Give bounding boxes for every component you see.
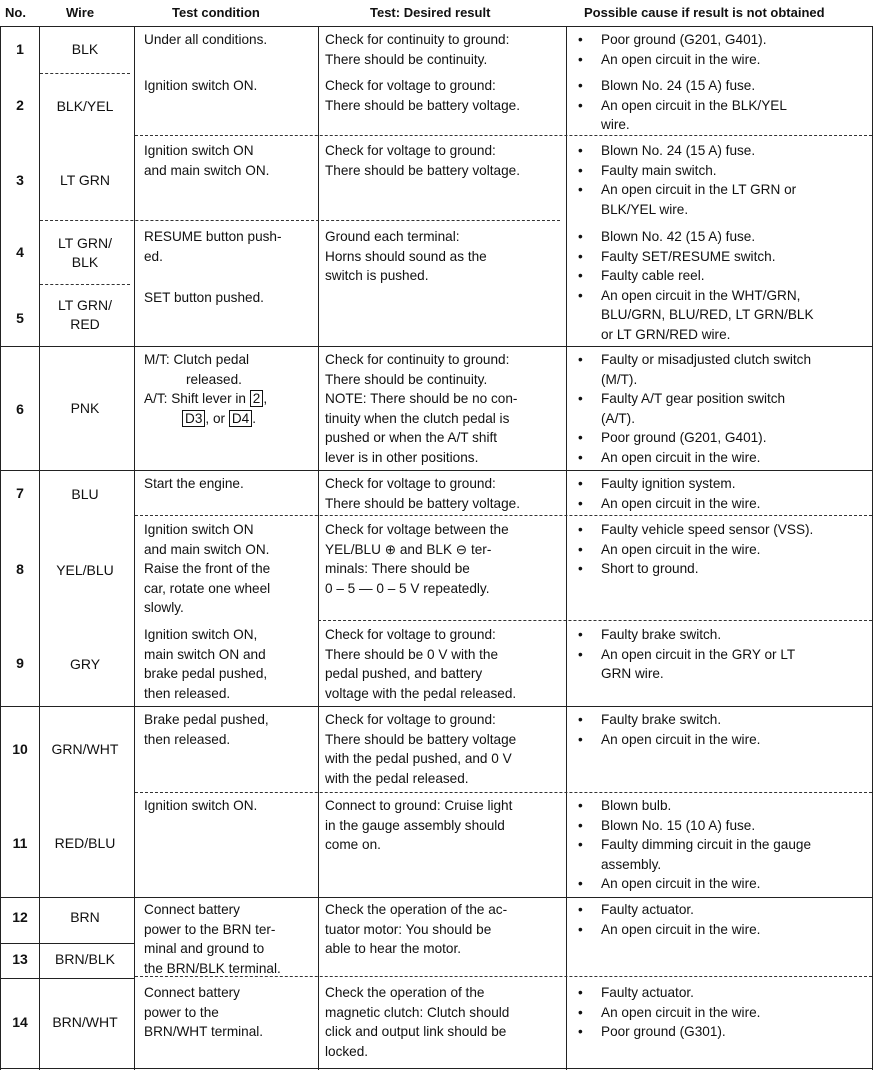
row-number: 7 [16,485,24,501]
row-number: 2 [16,97,24,113]
wire-color: GRY [69,656,101,672]
test-condition: Connect battery power to the BRN/WHT terminal. [144,985,264,1040]
wire-color: BLK/YEL [56,98,114,114]
desired-result: Check the operation of the ac- tuator motor: You should be able to hear the motor. [325,902,508,957]
wire-color: BRN [70,909,100,925]
desired-result: Check for voltage to ground: There should be battery voltage. [325,476,520,511]
possible-causes: • Blown bulb. • Blown No. 15 (10 A) fuse. • Faulty dimming circuit in the gauge assembly. • An open circuit in the wire. [578,798,812,892]
row-number: 11 [12,835,28,851]
possible-causes: • Blown No. 24 (15 A) fuse. • An open circuit in the BLK/YEL wire. [578,78,787,133]
possible-causes: • Faulty vehicle speed sensor (VSS). • An open circuit in the wire. • Short to ground. [578,522,814,577]
desired-result: Check for continuity to ground: There should be continuity. [325,32,510,67]
possible-causes: • Faulty brake switch. • An open circuit in the GRY or LT GRN wire. [578,627,796,682]
desired-result: Check the operation of the magnetic clutch: Clutch should click and output link should be locked. [325,985,510,1059]
wire-color: BLK [71,41,99,57]
test-condition: M/T: Clutch pedal released. A/T: Shift lever in 2 , D3 , or D4 . [144,352,268,426]
desired-result: Ground each terminal: Horns should sound as the switch is pushed. [325,229,487,284]
gear-d4-box: D4 [229,410,252,427]
test-condition: Connect battery power to the BRN ter- minal and ground to the BRN/BLK terminal. [144,902,281,976]
possible-causes: • Blown No. 42 (15 A) fuse. • Faulty SET/RESUME switch. • Faulty cable reel. • An open circuit in the WHT/GRN, BLU/GRN, BLU/RED, LT GRN/BLK or LT GRN/RED wire. [578,229,814,342]
row-number: 4 [16,244,24,260]
desired-result: Check for voltage to ground: There should be battery voltage. [325,143,520,178]
desired-result: Check for voltage to ground: There should be 0 V with the pedal pushed, and battery voltage with the pedal released. [325,627,517,701]
wire-color: LT GRN [59,172,111,188]
possible-causes: • Faulty actuator. • An open circuit in the wire. • Poor ground (G301). [578,985,761,1040]
header-no: No. [5,5,26,20]
possible-causes: • Faulty ignition system. • An open circuit in the wire. [578,476,761,511]
wire-color: BLU [71,486,99,502]
wire-color: LT GRN/ RED [58,297,112,332]
gear-2-box: 2 [250,390,264,407]
wire-color: PNK [70,400,100,416]
possible-causes: • Faulty brake switch. • An open circuit in the wire. [578,712,761,747]
possible-causes: • Poor ground (G201, G401). • An open circuit in the wire. [578,32,767,67]
row-number: 14 [12,1014,28,1030]
test-condition: Brake pedal pushed, then released. [144,712,269,747]
desired-result: Connect to ground: Cruise light in the gauge assembly should come on. [325,798,513,853]
wire-color: YEL/BLU [56,562,114,578]
test-condition: Ignition switch ON, main switch ON and brake pedal pushed, then released. [144,627,268,701]
row-number: 9 [16,655,24,671]
test-condition: Ignition switch ON and main switch ON. Raise the front of the car, rotate one wheel slowly. [144,522,271,616]
wire-color: RED/BLU [54,835,116,851]
possible-causes: • Faulty actuator. • An open circuit in the wire. [578,902,761,937]
possible-causes: • Faulty or misadjusted clutch switch (M/T). • Faulty A/T gear position switch (A/T). • Poor ground (G201, G401). • An open circuit in the wire. [578,352,812,465]
header-wire: Wire [66,5,95,20]
test-condition: Ignition switch ON. [144,78,258,93]
row-number: 13 [12,951,28,967]
test-condition: Ignition switch ON and main switch ON. [144,143,270,178]
gear-d3-box: D3 [182,410,205,427]
row-number: 10 [12,741,28,757]
possible-causes: • Blown No. 24 (15 A) fuse. • Faulty main switch. • An open circuit in the LT GRN or BLK/YEL wire. [578,143,797,217]
test-condition: SET button pushed. [144,290,264,305]
test-condition: Start the engine. [144,476,244,491]
test-condition: Ignition switch ON. [144,798,258,813]
desired-result: Check for continuity to ground: There should be continuity. NOTE: There should be no con- tinuity when the clutch pedal is pushed or when the A/T shift lever is in other positions. [325,352,518,465]
row-number: 5 [16,310,24,326]
header-possible-cause: Possible cause if result is not obtained [584,5,825,20]
test-condition: RESUME button push- ed. [144,229,282,264]
wire-color: LT GRN/ BLK [58,235,112,270]
row-number: 12 [12,909,28,925]
header-test-condition: Test condition [172,5,260,20]
desired-result: Check for voltage to ground: There should be battery voltage with the pedal pushed, and 0 V with the pedal released. [325,712,517,786]
row-number: 6 [16,401,24,417]
wire-color: BRN/BLK [55,951,115,967]
row-number: 3 [16,172,24,188]
desired-result: Check for voltage to ground: There should be battery voltage. [325,78,520,113]
row-number: 1 [16,41,24,57]
header-desired-result: Test: Desired result [370,5,491,20]
wire-color: BRN/WHT [52,1014,118,1030]
wire-color: GRN/WHT [51,741,119,757]
test-condition: Under all conditions. [144,32,268,47]
desired-result: Check for voltage between the YEL/BLU ⊕ and BLK ⊖ ter- minals: There should be 0 – 5 — 0 – 5 V repeatedly. [325,522,509,596]
row-number: 8 [16,561,24,577]
